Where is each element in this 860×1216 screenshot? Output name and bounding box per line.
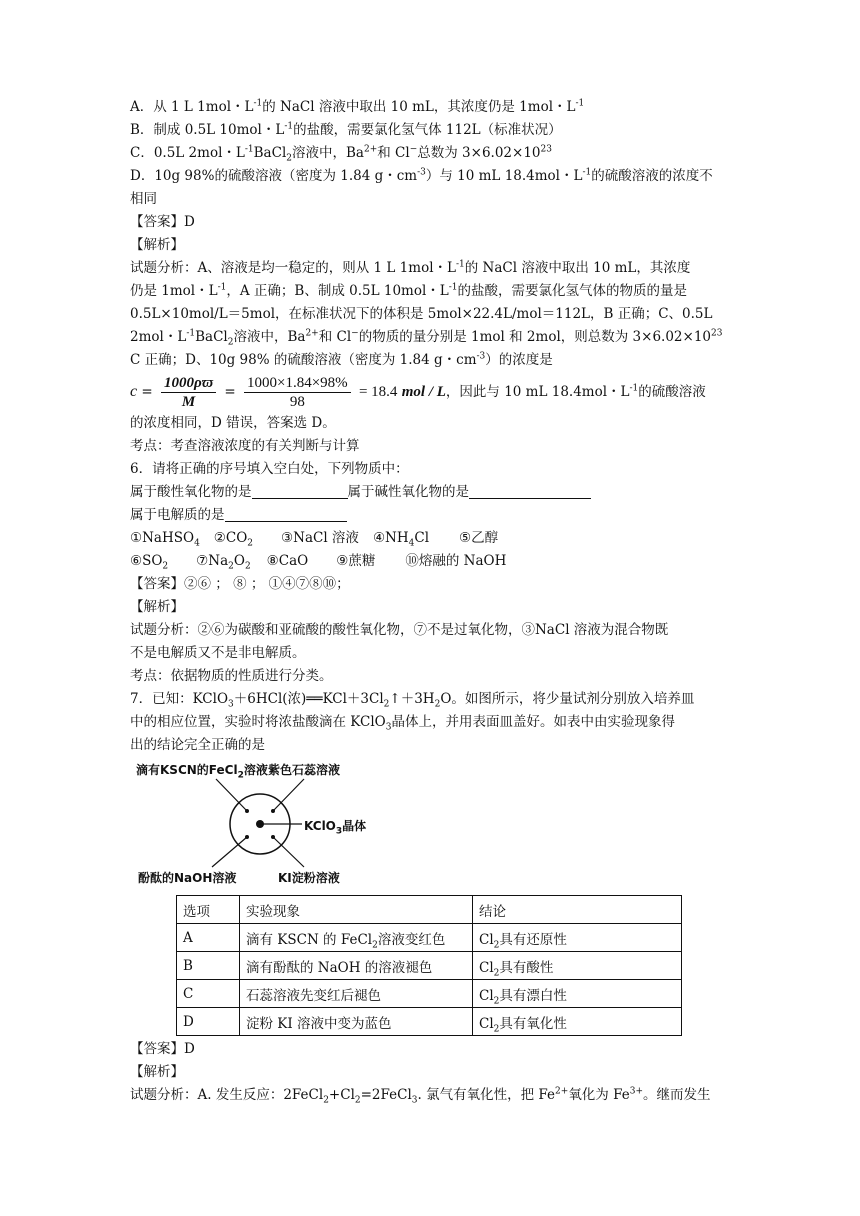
formula-fraction-2: $\frac{1000\times 1.84\times 98\%}{98}$ xyxy=(244,374,351,411)
table-cell-conclusion: $Cl_2$具有酸性 xyxy=(473,952,682,980)
q7-stem-3: 出的结论完全正确的是 xyxy=(130,737,265,753)
q7-stem-2: 中的相应位置，实验时将浓盐酸滴在 KClO$_3$晶体上，并用表面皿盖好。如表中由实验现象得 xyxy=(130,714,675,733)
q6-analysis-line: 不是电解质又不是非电解质。 xyxy=(130,645,306,661)
q5-option-d-cont: 相同 xyxy=(130,191,157,207)
table-cell-conclusion: $Cl_2$具有氧化性 xyxy=(473,1008,682,1036)
q5-formula: c = $\frac{1000\rho ϖ}{M}$ = $\frac{1000\times 1.84\times 98\%}{98}$ = 18.4 mol / L，因此与 10 mL 18.4mol・$L^{-1}$的硫酸溶液 xyxy=(130,375,706,410)
q5-option-a: A．从 1 L 1mol・$L^{-1}$的 NaCl 溶液中取出 10 mL，其浓度仍是 1mol・$L^{-1}$ xyxy=(130,98,585,115)
document-page xyxy=(130,96,736,1107)
table-cell-phenomenon: 淀粉 KI 溶液中变为蓝色 xyxy=(240,1008,473,1036)
petri-dish-figure xyxy=(136,759,366,887)
table-header-cell: 选项 xyxy=(177,896,240,924)
q6-stem: 6．请将正确的序号填入空白处，下列物质中： xyxy=(130,461,409,477)
table-cell-phenomenon: 滴有酚酞的 NaOH 的溶液褪色 xyxy=(240,952,473,980)
q5-analysis-line: 0.5L×10mol/L＝5mol，在标准状况下的体积是 5mol×22.4L/mol＝112L，B 正确；C、0.5L xyxy=(130,306,713,322)
label-ki-starch: KI淀粉溶液 xyxy=(278,871,340,885)
q6-items-2: $⑥SO_2$ $⑦Na_2O_2$ ⑧CaO ⑨蔗糖 ⑩熔融的 NaOH xyxy=(130,553,507,572)
experiment-table xyxy=(176,895,682,1036)
q6-analysis-line: 试题分析：②⑥为碳酸和亚硫酸的酸性氧化物，⑦不是过氧化物，③NaCl 溶液为混合物既 xyxy=(130,622,669,638)
table-row xyxy=(177,980,682,1008)
table-cell-option: A xyxy=(177,924,240,952)
label-litmus: 紫色石蕊溶液 xyxy=(268,763,341,777)
table-cell-conclusion: $Cl_2$具有还原性 xyxy=(473,924,682,952)
answer-blank[interactable] xyxy=(252,482,348,499)
q7-stem-1: 7．已知：KClO$_3$＋6HCl(浓)$══KCl+3Cl_2↑+3H_2O$。如图所示，将少量试剂分别放入培养皿 xyxy=(130,691,695,710)
formula-equals: = xyxy=(141,384,153,400)
table-header-cell: 结论 xyxy=(473,896,682,924)
q6-blanks-2: 属于电解质的是 xyxy=(130,504,736,527)
table-header-row xyxy=(177,896,682,924)
q5-answer: 【答案】D xyxy=(130,214,195,230)
label-phenolphthalein-naoh: 酚酞的NaOH溶液 xyxy=(138,871,237,885)
q6-kaodian: 考点：依据物质的性质进行分类。 xyxy=(130,668,333,684)
formula-fraction-1: $\frac{1000\rho ϖ}{M}$ xyxy=(161,374,216,411)
answer-blank[interactable] xyxy=(469,482,591,499)
q5-analysis-line: 仍是 1mol・$L^{-1}$，A 正确；B、制成 0.5L 10mol・$L^{-1}$的盐酸，需要氯化氢气体的物质的量是 xyxy=(130,282,688,299)
formula-unit: mol / L xyxy=(401,384,446,400)
formula-equals: = xyxy=(224,384,236,400)
answer-blank[interactable] xyxy=(225,505,347,522)
q5-analysis-line: 试题分析：A、溶液是均一稳定的，则从 1 L 1mol・$L^{-1}$的 NaCl 溶液中取出 10 mL，其浓度 xyxy=(130,259,691,276)
label-kclo3-crystal: KClO$_3$晶体 xyxy=(304,819,367,837)
q5-analysis-line: C 正确；D、10g 98% 的硫酸溶液（密度为 1.84 g・$cm^{-3}$）的浓度是 xyxy=(130,351,553,368)
table-row xyxy=(177,952,682,980)
table-cell-phenomenon: 石蕊溶液先变红后褪色 xyxy=(240,980,473,1008)
table-cell-option: B xyxy=(177,952,240,980)
q5-option-c: C．0.5L 2mol・$L^{-1}BaCl_2$溶液中，$Ba^{2+}$和 Cl−总数为 $3\times 6.02\times 10^{23}$ xyxy=(130,144,552,164)
formula-result: = 18.4 xyxy=(358,384,398,400)
q5-option-b: B．制成 0.5L 10mol・$L^{-1}$的盐酸，需要氯化氢气体 112L（标准状况） xyxy=(130,121,562,138)
q7-analysis-line: 试题分析：A. 发生反应：$2FeCl_2+Cl_2=2FeCl_3$. 氯气有氧化性，把 $Fe^{2+}$氧化为 $Fe^{3+}$。继而发生 xyxy=(130,1086,711,1106)
q7-analysis-heading: 【解析】 xyxy=(130,1064,184,1080)
formula-c: c xyxy=(130,383,138,400)
q5-kaodian: 考点：考查溶液浓度的有关判断与计算 xyxy=(130,438,360,454)
table-cell-phenomenon: 滴有 KSCN 的 FeCl$_2$溶液变红色 xyxy=(240,924,473,952)
q5-analysis-line: 2mol・$L^{-1}BaCl_2$溶液中，$Ba^{2+}$和 Cl−的物质的量分别是 1mol 和 2mol，则总数为 $3\times 6.02\times 10^{23}$ xyxy=(130,328,723,348)
table-header-cell: 实验现象 xyxy=(240,896,473,924)
table-cell-option: D xyxy=(177,1008,240,1036)
q5-analysis-heading: 【解析】 xyxy=(130,237,184,253)
q5-analysis-line: 的浓度相同，D 错误，答案选 D。 xyxy=(130,415,336,431)
q6-analysis-heading: 【解析】 xyxy=(130,599,184,615)
q6-blanks-1: 属于酸性氧化物的是 属于碱性氧化物的是 xyxy=(130,481,736,504)
label-kscn-fecl2: 滴有KSCN的FeCl$_2$溶液 xyxy=(136,763,268,781)
table-row xyxy=(177,1008,682,1036)
q5-option-d: D．10g 98%的硫酸溶液（密度为 1.84 g・$cm^{-3}$）与 10 mL 18.4mol・$L^{-1}$的硫酸溶液的浓度不 xyxy=(130,167,713,184)
table-row xyxy=(177,924,682,952)
q6-answer: 【答案】②⑥ ； ⑧ ； ①④⑦⑧⑩； xyxy=(130,576,350,592)
table-cell-conclusion: $Cl_2$具有漂白性 xyxy=(473,980,682,1008)
q6-items-1: ①NaHSO$_4$ $②CO_2$ ③NaCl 溶液 $④NH_4Cl$ ⑤乙醇 xyxy=(130,530,499,549)
q7-answer: 【答案】D xyxy=(130,1041,195,1057)
table-cell-option: C xyxy=(177,980,240,1008)
